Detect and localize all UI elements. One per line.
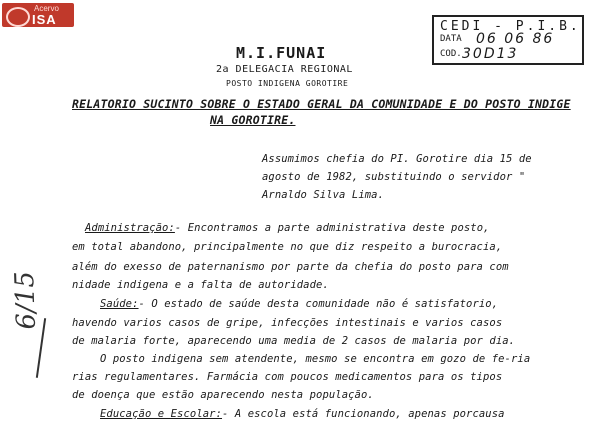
archive-stamp — [432, 15, 584, 65]
stamp-date-label: DATA — [440, 34, 462, 44]
header-delegacia: 2a DELEGACIA REGIONAL — [216, 64, 353, 75]
admin-first-line — [85, 222, 490, 234]
report-title-line2: NA GOROTIRE. — [210, 113, 296, 127]
header-org: M.I.FUNAI — [236, 44, 327, 62]
saude-heading: Saúde: — [100, 298, 139, 310]
educacao-heading: Educação e Escolar: — [100, 408, 223, 420]
admin-heading: Administração: — [85, 222, 175, 234]
acervo-isa-logo — [2, 3, 74, 27]
admin-line: além do exesso de paternanismo por parte da chefia do posto para com — [72, 261, 509, 273]
admin-line: nidade indigena e a falta de autoridade. — [72, 279, 329, 291]
educacao-text: - A escola está funcionando, apenas porcausa — [222, 408, 505, 420]
admin-line: em total abandono, principalmente no que diz respeito a burocracia, — [72, 241, 503, 253]
saude-line: havendo varios casos de gripe, infecções intestinais e varios casos — [72, 317, 503, 329]
report-title-line1: RELATORIO SUCINTO SOBRE O ESTADO GERAL DA COMUNIDADE E DO POSTO INDIGE — [72, 97, 571, 111]
saude-line: - O estado de saúde desta comunidade não é satisfatorio, — [138, 298, 499, 310]
margin-handwriting: 6/15 — [9, 270, 42, 330]
saude-line: de doença que estão aparecendo nesta população. — [72, 389, 374, 401]
intro-line: Assumimos chefia do PI. Gorotire dia 15 de — [262, 153, 532, 165]
stamp-line1: CEDI - P.I.B. — [440, 19, 581, 34]
header-posto: POSTO INDIGENA GOROTIRE — [226, 79, 349, 88]
stamp-cod-value: 30D13 — [462, 46, 519, 62]
educacao-line — [100, 408, 505, 420]
intro-line: agosto de 1982, substituindo o servidor " — [262, 171, 526, 183]
stamp-cod-label: COD. — [440, 49, 462, 59]
logo-big-text: ISA — [32, 12, 57, 27]
logo-small-text: Acervo — [34, 4, 59, 13]
saude-line: rias regulamentares. Farmácia com poucos medicamentos para os tipos — [72, 371, 503, 383]
saude-first-line — [100, 298, 498, 310]
isa-logo-icon — [6, 7, 30, 27]
intro-line: Arnaldo Silva Lima. — [262, 189, 385, 201]
admin-line: - Encontramos a parte administrativa deste posto, — [174, 222, 490, 234]
saude-line: O posto indigena sem atendente, mesmo se encontra em gozo de fe-ria — [100, 353, 531, 365]
saude-line: de malaria forte, aparecendo uma media de 2 casos de malaria por dia. — [72, 335, 516, 347]
stamp-date-value: 06 06 86 — [476, 31, 555, 47]
